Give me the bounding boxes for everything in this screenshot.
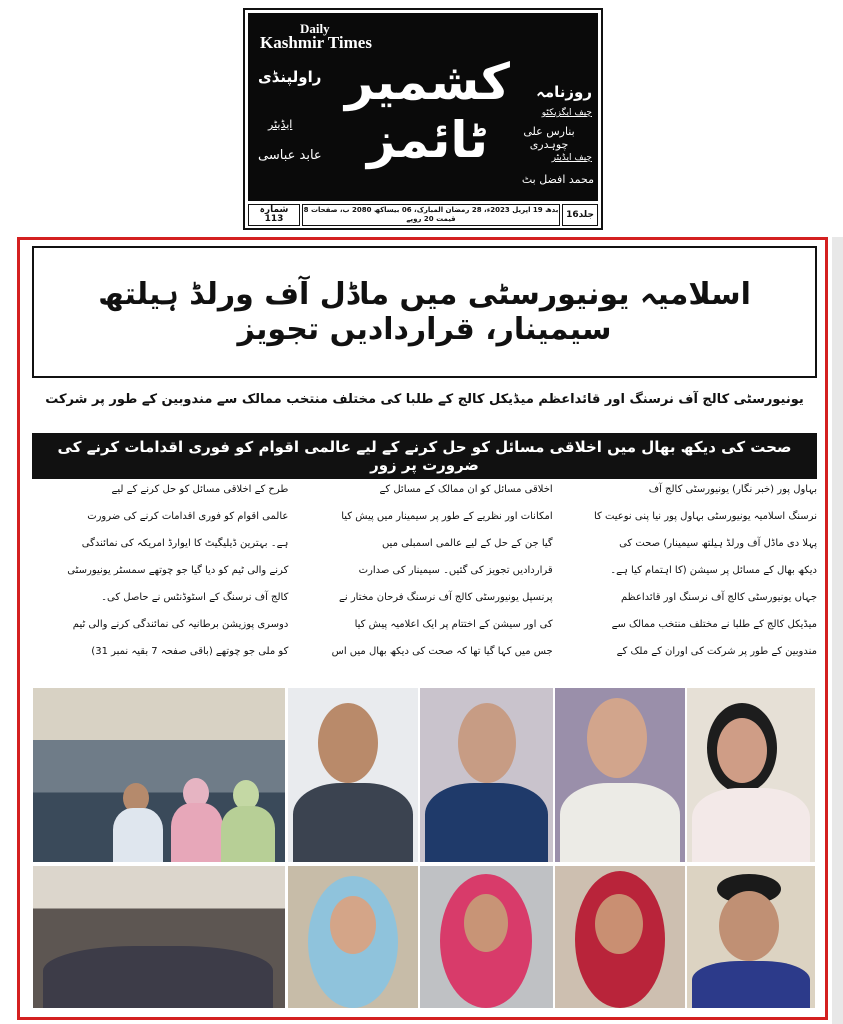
- text-line: عالمی اقوام کو فوری اقدامات کرنے کی ضرورت: [87, 511, 289, 522]
- text-line: جہاں یونیورسٹی کالج آف نرسنگ اور قائداعظم: [621, 592, 817, 603]
- column-2: [296, 483, 552, 683]
- text-line: قراردادیں تجویز کی گئیں۔ سیمینار کی صدارت: [358, 565, 553, 576]
- editor-label: ایڈیٹر: [268, 118, 293, 131]
- text-line: گیا جن کے حل کے لیے عالمی اسمبلی میں: [381, 538, 553, 549]
- text-line: کو ملی جو چوتھے (باقی صفحہ 7 بقیہ نمبر 31): [91, 646, 289, 657]
- text-line: بہاول پور (خبر نگار) یونیورسٹی کالج آف: [648, 484, 817, 495]
- masthead-banner: [248, 13, 598, 201]
- text-line: کی اور سیشن کے اختتام پر ایک اعلامیہ پیش کیا: [354, 619, 553, 630]
- text-line: دیکھ بھال کے مسائل پر سیشن (کا اہتمام کیا ہے۔: [610, 565, 817, 576]
- photo-speaker-elder-man: [555, 688, 685, 862]
- photo-speaker-woman: [420, 688, 553, 862]
- text-line: اخلاقی مسائل کو ان ممالک کے مسائل کے: [379, 484, 553, 495]
- photo-audience-2: [33, 866, 285, 1008]
- masthead: [243, 8, 603, 230]
- photo-student-red-scarf: [555, 866, 685, 1008]
- text-line: پرنسپل یونیورسٹی کالج آف نرسنگ فرحان مختار نے: [339, 592, 553, 603]
- photo-audience-1: [33, 688, 285, 862]
- text-line: طرح کے اخلاقی مسائل کو حل کرنے کے لیے: [111, 484, 289, 495]
- text-line: نرسنگ اسلامیہ یونیورسٹی بہاول پور نیا پنی نوعیت کا: [593, 511, 817, 522]
- text-line: پہلا دی ماڈل آف ورلڈ ہیلتھ سیمینار) صحت کی: [619, 538, 817, 549]
- chief-exec-label: چیف ایگزیکٹو: [541, 108, 592, 118]
- text-line: ہے۔ بہترین ڈیلیگیٹ کا ایوارڈ امریکہ کی نمائندگی: [81, 538, 289, 549]
- english-title: Kashmir Times: [260, 33, 372, 52]
- headline: اسلامیہ یونیورسٹی میں ماڈل آف ورلڈ ہیلتھ سیمینار، قراردادیں تجویز: [32, 246, 817, 378]
- photo-student-hijab-pink: [420, 866, 553, 1008]
- city: راولپنڈی: [258, 68, 322, 86]
- column-1: [561, 483, 817, 683]
- daily-label: Daily: [300, 21, 330, 36]
- subheading: یونیورسٹی کالج آف نرسنگ اور قائداعظم میڈیکل کالج کے طلبا کی مختلف منتخب ممالک سے مندوبین کے طور پر شرکت: [45, 392, 804, 407]
- chief-editor-name: محمد افضل بٹ: [521, 173, 594, 186]
- text-line: کرنے والی ٹیم کو دیا گیا جو چوتھے سمسٹر یونیورسٹی: [67, 565, 289, 576]
- issue-number: شمارہ 113: [248, 204, 300, 226]
- roznama: روزنامہ: [536, 83, 592, 101]
- column-3: [32, 483, 288, 683]
- adjacent-page-edge: [832, 237, 843, 1024]
- text-line: امکانات اور نظریے کے طور پر سیمینار میں پیش کیا: [341, 511, 553, 522]
- highlight-bar: صحت کی دیکھ بھال میں اخلاقی مسائل کو حل کرنے کے لیے عالمی اقوام کو فوری اقدامات کرنے کی ضرورت پر زور: [32, 433, 817, 479]
- text-line: دوسری پوزیشن برطانیہ کی نمائندگی کرنے والی ٹیم: [72, 619, 289, 630]
- chief-editor-label: چیف ایڈیٹر: [551, 153, 592, 163]
- volume: جلد16: [562, 204, 598, 226]
- text-line: کالج آف نرسنگ کے اسٹوڈنٹس نے حاصل کی۔: [101, 592, 289, 603]
- photo-student-man: [687, 866, 815, 1008]
- urdu-logo: کشمیر ٹائمز: [345, 52, 510, 169]
- chief-exec-name: بنارس علی چوہدری: [523, 125, 575, 151]
- article-body: [32, 483, 817, 683]
- text-line: مندوبین کے طور پر شرکت کی اوران کے ملک کے: [616, 646, 817, 657]
- date: بدھ 19 اپریل 2023ء، 28 رمضان المبارک، 06 بیساکھ 2080 ب، صفحات 8 قیمت 20 روپے: [302, 204, 560, 226]
- photo-student-hijab-blue: [288, 866, 418, 1008]
- editor-name: عابد عباسی: [258, 148, 322, 163]
- text-line: جس میں کہا گیا تھا کہ صحت کی دیکھ بھال میں اس: [331, 646, 553, 657]
- photo-speaker-woman-mic: [687, 688, 815, 862]
- date-line: [248, 204, 598, 226]
- text-line: میڈیکل کالج کے طلبا نے مختلف منتخب ممالک سے: [611, 619, 817, 630]
- photo-speaker-man-glasses: [288, 688, 418, 862]
